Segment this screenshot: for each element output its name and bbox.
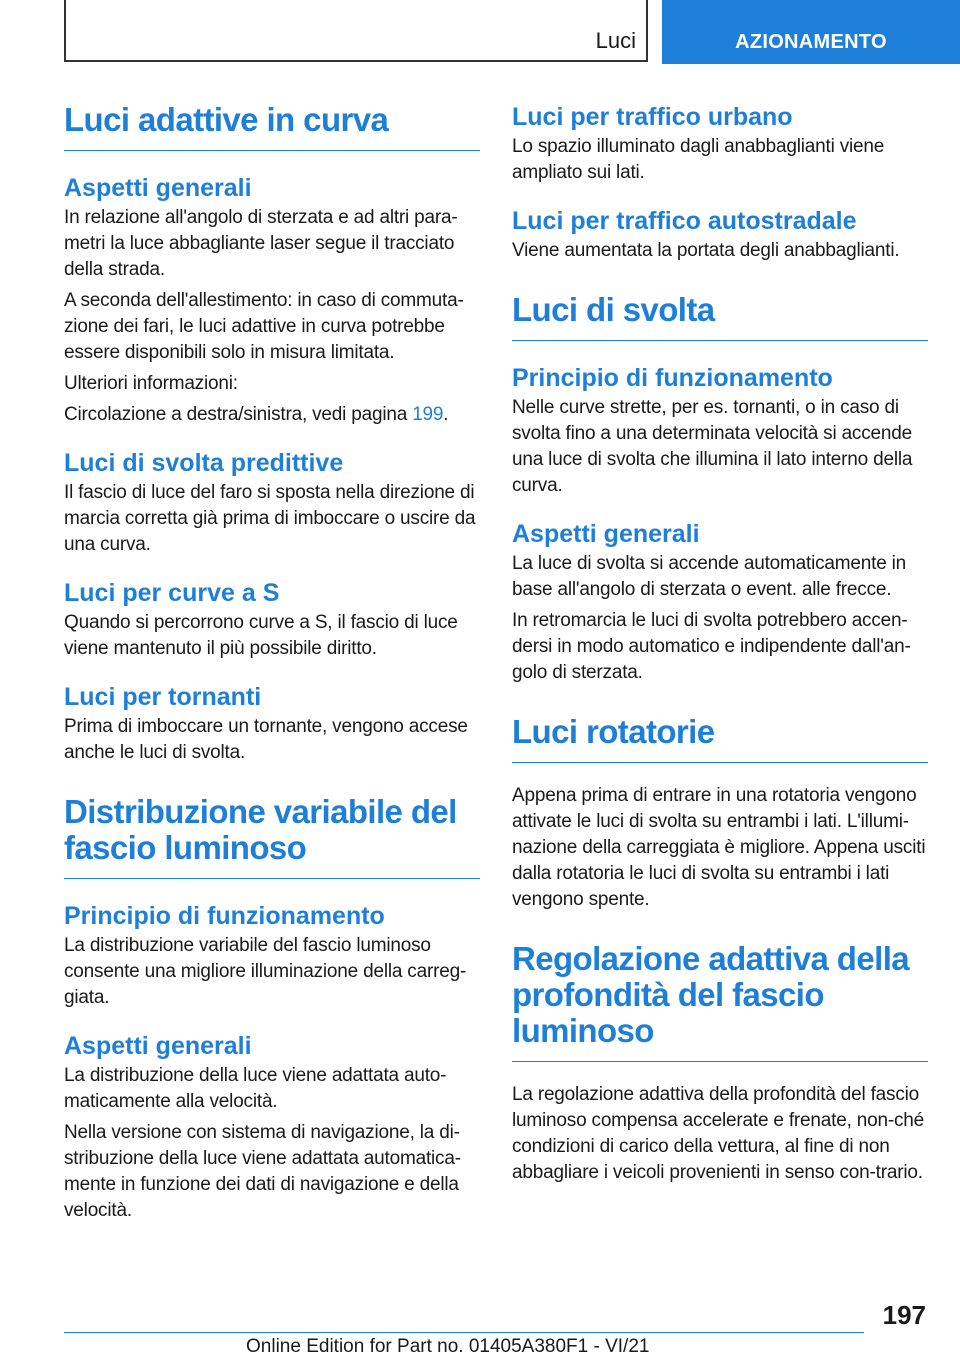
heading-aspetti-generali-2: Aspetti generali [64, 1032, 252, 1060]
paragraph-aspetti-2a: La distribuzione della luce viene adattata auto-maticamente alla velocità. [64, 1065, 447, 1112]
paragraph-tornanti: Prima di imboccare un tornante, vengono accese anche le luci di svolta. [64, 716, 468, 763]
heading-luci-tornanti: Luci per tornanti [64, 683, 262, 711]
header-chapter-tab[interactable]: AZIONAMENTO [662, 0, 960, 64]
page-number: 197 [882, 1300, 926, 1330]
right-column [512, 102, 928, 1186]
heading-luci-adattive: Luci adattive in curva [64, 102, 480, 151]
paragraph-aspetti-1b: A seconda dell'allestimento: in caso di commuta-zione dei fari, le luci adattive in curva potrebbe essere disponibili solo in misura limitata. [64, 290, 464, 363]
heading-aspetti-generali-3: Aspetti generali [512, 520, 700, 548]
heading-distribuzione-variabile: Distribuzione variabile del fascio luminoso [64, 794, 480, 879]
paragraph-rotatorie: Appena prima di entrare in una rotatoria vengono attivate le luci di svolta su entrambi i lati. L'illumi-nazione della carreggiata è migliore. Appena usciti dalla rotatoria le luci di svolta su entrambi i lati vengono spente. [512, 785, 926, 910]
paragraph-predittive: Il fascio di luce del faro si sposta nella direzione di marcia corretta già prima di imboccare o uscire da una curva. [64, 482, 476, 555]
footer-edition: Online Edition for Part no. 01405A380F1 - VI/21 [246, 1336, 650, 1357]
heading-traffico-autostradale: Luci per traffico autostradale [512, 207, 857, 235]
paragraph-regolazione: La regolazione adattiva della profondità del fascio luminoso compensa accelerate e frenate, non-ché condizioni di carico della vettura, al fine di non abbagliare i veicoli provenienti in senso con-trario. [512, 1084, 925, 1183]
page-reference-link[interactable]: 199 [412, 404, 444, 425]
heading-aspetti-generali-1: Aspetti generali [64, 174, 252, 202]
circolazione-period: . [443, 404, 449, 425]
paragraph-curve-s: Quando si percorrono curve a S, il fascio di luce viene mantenuto il più possibile diritto. [64, 612, 458, 659]
heading-luci-di-svolta: Luci di svolta [512, 292, 928, 341]
paragraph-principio-1: La distribuzione variabile del fascio luminoso consente una migliore illuminazione della carreg-giata. [64, 935, 467, 1008]
heading-luci-rotatorie: Luci rotatorie [512, 714, 928, 763]
heading-luci-curve-s: Luci per curve a S [64, 579, 280, 607]
heading-luci-svolta-predittive: Luci di svolta predittive [64, 449, 344, 477]
paragraph-ulteriori: Ulteriori informazioni: [64, 373, 238, 394]
paragraph-aspetti-3a: La luce di svolta si accende automaticamente in base all'angolo di sterzata o event. alle frecce. [512, 553, 907, 600]
heading-principio-funzionamento-2: Principio di funzionamento [512, 364, 833, 392]
paragraph-aspetti-3b: In retromarcia le luci di svolta potrebbero accen-dersi in modo automatico e indipendente dall'an-golo di sterzata. [512, 610, 911, 683]
paragraph-traffico-urbano: Lo spazio illuminato dagli anabbaglianti viene ampliato sui lati. [512, 136, 885, 183]
left-column [64, 96, 480, 1224]
footer-divider [64, 1332, 864, 1333]
paragraph-traffico-autostradale: Viene aumentata la portata degli anabbaglianti. [512, 240, 900, 261]
circolazione-text: Circolazione a destra/sinistra, vedi pagina [64, 404, 408, 425]
heading-traffico-urbano: Luci per traffico urbano [512, 103, 793, 131]
header-section-box [64, 0, 648, 62]
paragraph-aspetti-2b: Nella versione con sistema di navigazione, la di-stribuzione della luce viene adattata automatica-mente in funzione dei dati di navigazione e della velocità. [64, 1122, 461, 1221]
paragraph-aspetti-1a: In relazione all'angolo di sterzata e ad altri para-metri la luce abbagliante laser segue il tracciato della strada. [64, 207, 458, 280]
heading-regolazione-adattiva: Regolazione adattiva della profondità del fascio luminoso [512, 941, 928, 1062]
heading-principio-funzionamento-1: Principio di funzionamento [64, 902, 385, 930]
paragraph-circolazione [64, 402, 480, 428]
paragraph-principio-2: Nelle curve strette, per es. tornanti, o in caso di svolta fino a una determinata velocità si accende una luce di svolta che illumina il lato interno della curva. [512, 397, 913, 496]
header-section-title: Luci [595, 28, 636, 53]
